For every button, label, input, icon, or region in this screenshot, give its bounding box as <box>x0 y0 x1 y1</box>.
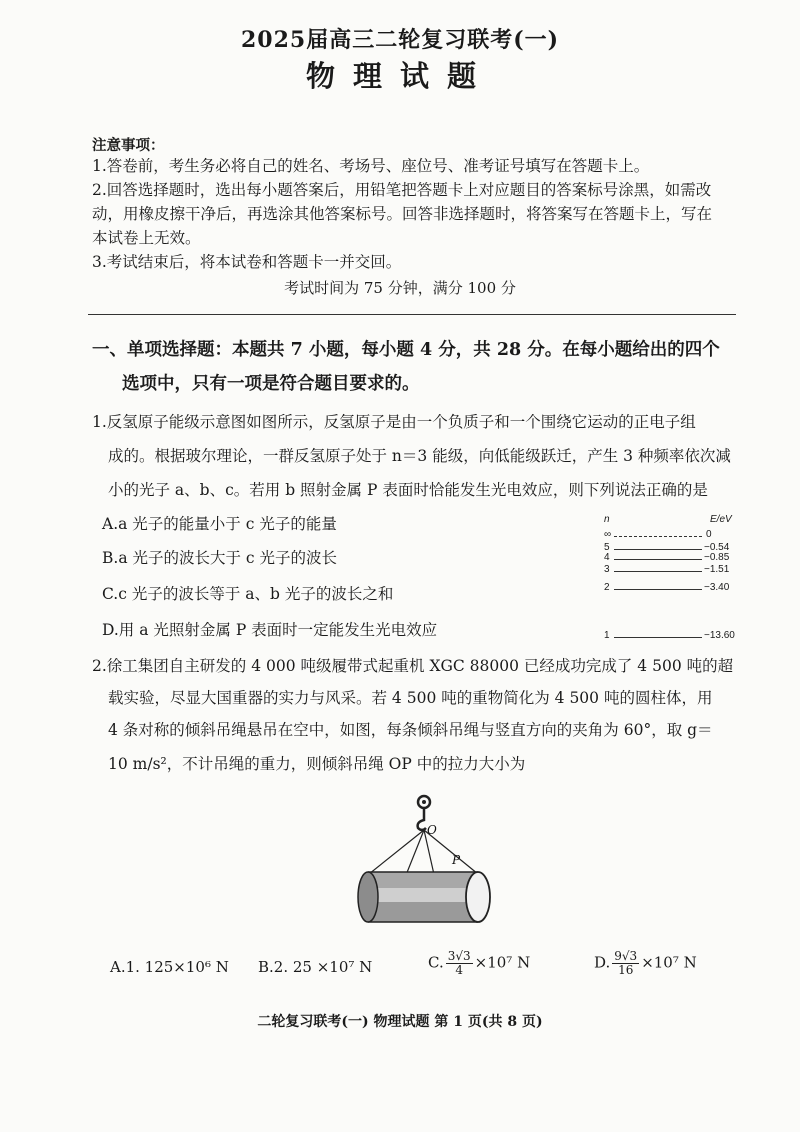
energy-axis-label: E/eV <box>710 514 732 525</box>
q2-option-d-prefix: D. <box>594 953 611 972</box>
q1-option-a[interactable]: A.a 光子的能量小于 c 光子的能量 <box>102 515 337 533</box>
q2-stem: 载实验，尽显大国重器的实力与风采。若 4 500 吨的重物简化为 4 500 吨的圆柱体，用 <box>108 689 713 707</box>
note-line: 2.回答选择题时，选出每小题答案后，用铅笔把答题卡上对应题目的答案标号涂黑，如需改 <box>92 181 712 199</box>
section-title-cont: 选项中，只有一项是符合题目要求的。 <box>122 374 420 394</box>
level-n: 5 <box>604 542 610 553</box>
q2-option-a[interactable]: A.1. 125×10⁶ N <box>110 958 229 976</box>
level-line-4 <box>614 559 702 560</box>
q2-stem: 10 m/s²，不计吊绳的重力，则倾斜吊绳 OP 中的拉力大小为 <box>108 755 526 773</box>
q1-option-d[interactable]: D.用 a 光照射金属 P 表面时一定能发生光电效应 <box>102 621 438 639</box>
level-e: −13.60 <box>704 630 735 641</box>
page-footer: 二轮复习联考(一) 物理试题 第 1 页(共 8 页) <box>257 1014 543 1030</box>
exam-time-line: 考试时间为 75 分钟，满分 100 分 <box>284 279 516 297</box>
note-line: 3.考试结束后，将本试卷和答题卡一并交回。 <box>92 253 402 271</box>
q2-option-d-suffix: ×10⁷ N <box>641 953 697 972</box>
label-o: O <box>427 823 437 837</box>
level-line-1 <box>614 637 702 638</box>
level-e: 0 <box>706 529 712 540</box>
note-line: 本试卷上无效。 <box>92 229 201 247</box>
q2-option-c-prefix: C. <box>428 953 444 972</box>
fraction-denominator: 16 <box>618 963 634 977</box>
section-title: 一、单项选择题：本题共 7 小题，每小题 4 分，共 28 分。在每小题给出的四个 <box>92 340 720 360</box>
level-e: −3.40 <box>704 582 730 593</box>
exam-title: 2025届高三二轮复习联考(一) <box>240 27 560 53</box>
q1-stem: 1.反氢原子能级示意图如图所示，反氢原子是由一个负质子和一个围绕它运动的正电子组 <box>92 413 696 431</box>
level-line-3 <box>614 571 702 572</box>
divider <box>88 314 736 315</box>
level-n: ∞ <box>604 529 612 540</box>
q1-stem: 成的。根据玻尔理论，一群反氢原子处于 n＝3 能级，向低能级跃迁，产生 3 种频率依次减 <box>108 447 731 465</box>
level-n: 2 <box>604 582 610 593</box>
label-p: P <box>452 853 461 867</box>
fraction <box>612 950 639 977</box>
fraction <box>446 950 473 977</box>
energy-level-diagram <box>600 512 750 647</box>
level-line-5 <box>614 549 702 550</box>
note-line: 动，用橡皮擦干净后，再选涂其他答案标号。回答非选择题时，将答案写在答题卡上，写在 <box>92 205 713 223</box>
n-axis-label: n <box>604 514 610 525</box>
fraction-numerator: 3√3 <box>447 949 471 963</box>
q2-option-b[interactable]: B.2. 25 ×10⁷ N <box>258 958 373 976</box>
hook-icon <box>418 808 426 830</box>
q1-stem: 小的光子 a、b、c。若用 b 照射金属 P 表面时恰能发生光电效应，则下列说法正确的是 <box>108 481 708 499</box>
q1-option-b[interactable]: B.a 光子的波长大于 c 光子的波长 <box>102 549 338 567</box>
note-line: 1.答卷前，考生务必将自己的姓名、考场号、座位号、准考证号填写在答题卡上。 <box>92 157 650 175</box>
level-n: 3 <box>604 564 610 575</box>
q2-option-c[interactable] <box>428 950 530 977</box>
level-line-inf <box>614 536 702 537</box>
level-e: −0.85 <box>704 552 730 563</box>
level-e: −1.51 <box>704 564 730 575</box>
q1-option-c[interactable]: C.c 光子的波长等于 a、b 光子的波长之和 <box>102 585 394 603</box>
crane-cylinder-figure <box>350 790 500 940</box>
subject-title: 物理试题 <box>305 59 494 93</box>
level-line-2 <box>614 589 702 590</box>
level-n: 4 <box>604 552 610 563</box>
q2-stem: 4 条对称的倾斜吊绳悬吊在空中，如图，每条倾斜吊绳与竖直方向的夹角为 60°，取 g＝ <box>108 721 713 739</box>
q2-option-c-suffix: ×10⁷ N <box>474 953 531 972</box>
fraction-numerator: 9√3 <box>614 949 638 963</box>
level-e: −0.54 <box>704 542 730 553</box>
notes-heading: 注意事项： <box>92 137 165 154</box>
q2-stem: 2.徐工集团自主研发的 4 000 吨级履带式起重机 XGC 88000 已经成功完成了 4 500 吨的超 <box>92 657 734 675</box>
fraction-denominator: 4 <box>455 963 463 977</box>
q2-option-d[interactable] <box>594 950 697 977</box>
level-n: 1 <box>604 630 610 641</box>
